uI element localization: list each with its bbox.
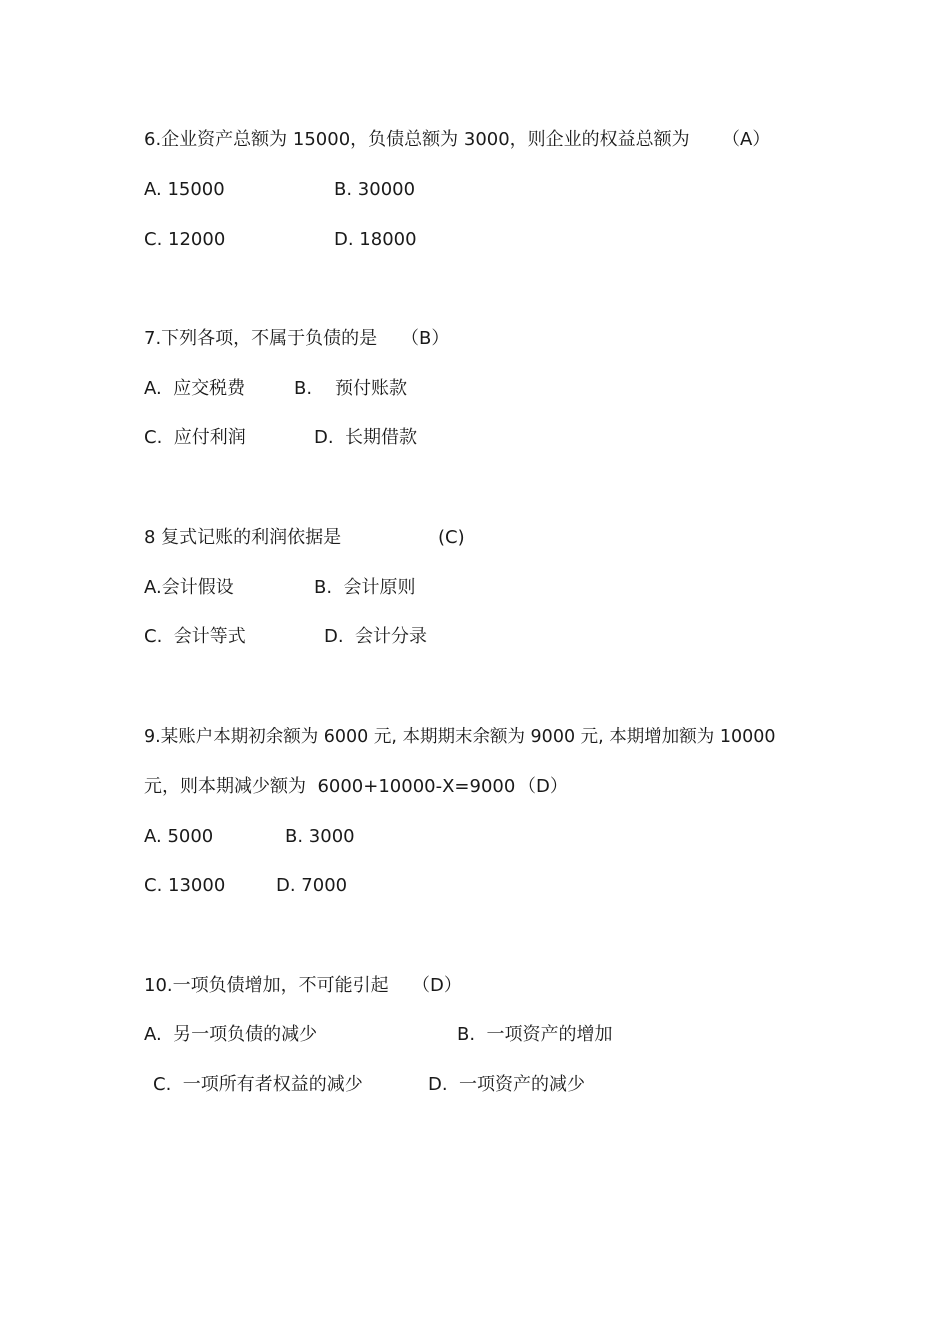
option-c: C. 13000	[144, 875, 226, 896]
option-d: D. 会计分录	[324, 626, 428, 647]
option-a: A. 5000	[144, 826, 214, 847]
option-c: C. 一项所有者权益的减少	[153, 1074, 363, 1095]
option-a: A. 应交税费	[144, 378, 246, 399]
question-answer: （B）	[401, 328, 450, 349]
question-stem: 8 复式记账的利润依据是	[144, 527, 342, 548]
option-c: C. 会计等式	[144, 626, 246, 647]
question-answer: （A）	[722, 129, 771, 150]
option-b: B. 30000	[334, 179, 416, 200]
option-d: D. 18000	[334, 229, 417, 250]
option-d: D. 7000	[276, 875, 348, 896]
question-stem-continued: 元，则本期减少额为 6000+10000-X=9000	[144, 776, 516, 797]
option-d: D. 一项资产的减少	[428, 1074, 586, 1095]
option-c: C. 应付利润	[144, 427, 246, 448]
question-answer: (C)	[438, 527, 465, 548]
option-a: A.会计假设	[144, 577, 234, 598]
question-stem: 10.一项负债增加，不可能引起	[144, 975, 389, 996]
question-answer: （D）	[518, 776, 568, 797]
option-a: A. 15000	[144, 179, 225, 200]
option-d: D. 长期借款	[314, 427, 418, 448]
question-stem: 7.下列各项，不属于负债的是	[144, 328, 378, 349]
option-b: B. 预付账款	[294, 378, 407, 399]
option-a: A. 另一项负债的减少	[144, 1024, 318, 1045]
option-b: B. 3000	[285, 826, 355, 847]
question-stem: 6.企业资产总额为 15000，负债总额为 3000，则企业的权益总额为	[144, 129, 690, 150]
option-c: C. 12000	[144, 229, 226, 250]
option-b: B. 一项资产的增加	[457, 1024, 613, 1045]
option-b: B. 会计原则	[314, 577, 416, 598]
question-answer: （D）	[412, 975, 462, 996]
question-stem: 9.某账户本期初余额为 6000 元, 本期期末余额为 9000 元, 本期增加额为 10000	[144, 727, 776, 747]
